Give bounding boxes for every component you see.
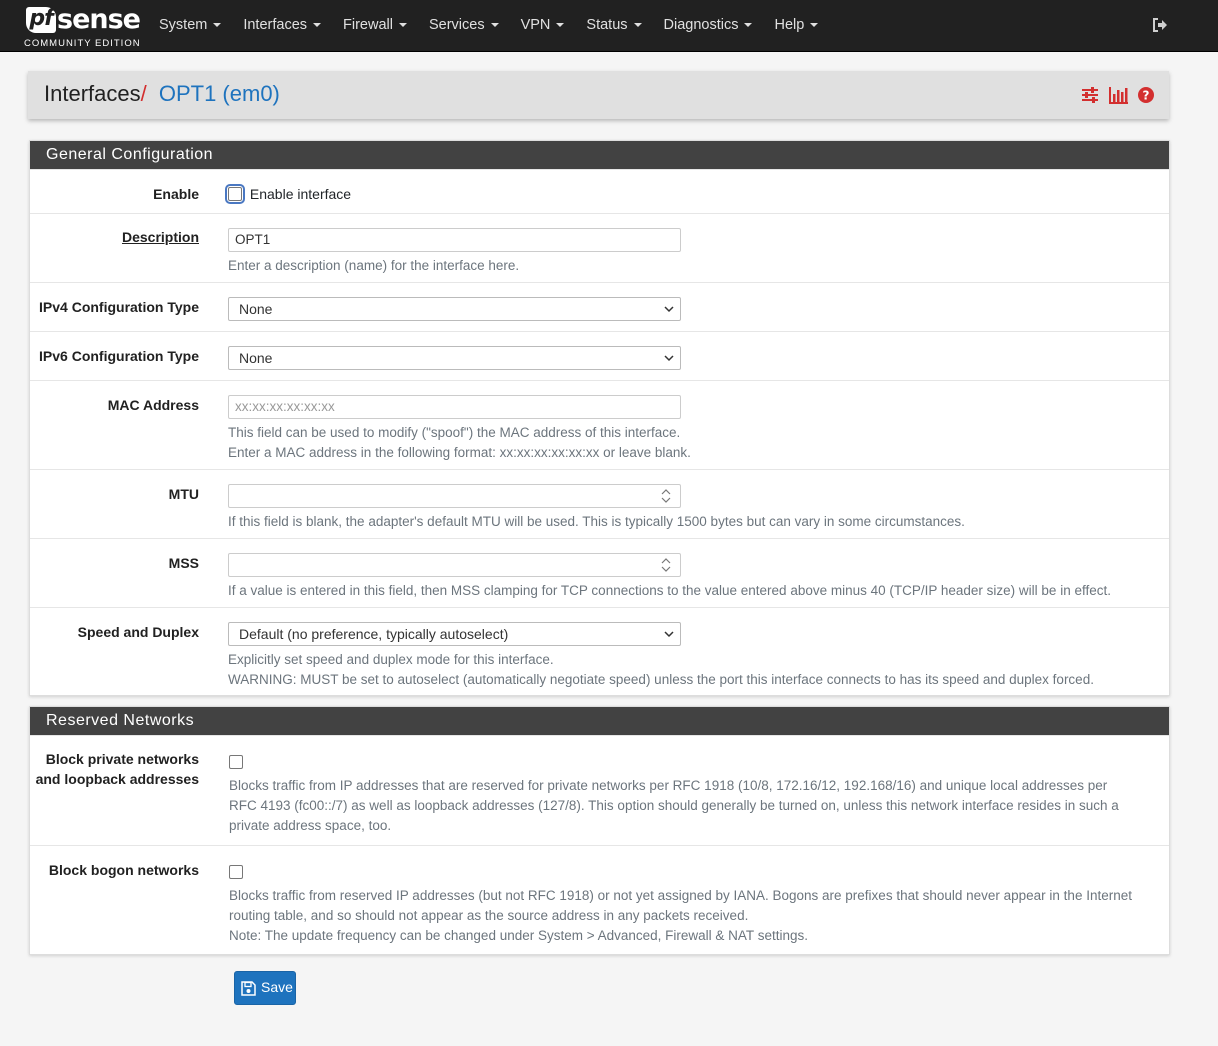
bar-chart-icon[interactable]	[1109, 86, 1127, 104]
block-private-row	[30, 735, 1169, 845]
block-bogon-help-3: Note: The update frequency can be changed under System > Advanced, Firewall & NAT settings.	[229, 928, 808, 943]
enable-label: Enable	[153, 186, 199, 202]
speed-duplex-select[interactable]	[228, 622, 681, 646]
caret-down-icon	[634, 23, 642, 27]
menu-label: VPN	[520, 17, 551, 33]
speed-help-1: Explicitly set speed and duplex mode for this interface.	[228, 652, 554, 667]
ipv6-label: IPv6 Configuration Type	[39, 348, 199, 364]
ipv4-select-value: None	[239, 301, 273, 317]
menu-label: Status	[586, 17, 628, 33]
menu-label: Interfaces	[243, 17, 308, 33]
caret-down-icon	[213, 23, 221, 27]
logo-wordmark: sense	[57, 4, 140, 35]
block-private-help-1: Blocks traffic from IP addresses that are reserved for private networks per RFC 1918 (10/8, 172.16/12, 192.168/16) and unique local addresses per	[229, 778, 1108, 793]
mtu-help: If this field is blank, the adapter's default MTU will be used. This is typically 1500 bytes but can vary in some circumstances.	[228, 514, 965, 529]
speed-label: Speed and Duplex	[77, 624, 199, 640]
reserved-networks-panel	[29, 706, 1170, 955]
breadcrumb-separator: /	[140, 81, 147, 106]
breadcrumb	[44, 81, 280, 107]
general-configuration-panel	[29, 140, 1170, 696]
menu-interfaces[interactable]	[232, 0, 332, 51]
menu-label: Diagnostics	[663, 17, 739, 33]
menu-system[interactable]	[148, 0, 232, 51]
mss-label: MSS	[168, 555, 199, 571]
enable-checkbox[interactable]	[228, 187, 242, 201]
enable-row	[30, 169, 1169, 213]
speed-row	[30, 607, 1169, 696]
mtu-row	[30, 469, 1169, 538]
save-button-label: Save	[261, 979, 293, 995]
chevron-down-icon	[664, 304, 674, 314]
sign-out-icon[interactable]	[1150, 15, 1170, 35]
mac-help-2: Enter a MAC address in the following format: xx:xx:xx:xx:xx:xx or leave blank.	[228, 445, 691, 460]
svg-text:?: ?	[1142, 88, 1150, 103]
mss-help: If a value is entered in this field, then MSS clamping for TCP connections to the value entered above minus 40 (TCP/IP header size) will be in effect.	[228, 583, 1111, 598]
block-bogon-label: Block bogon networks	[48, 862, 199, 878]
chevron-down-icon	[664, 629, 674, 639]
mtu-input[interactable]	[228, 484, 681, 508]
speed-select-value: Default (no preference, typically autoselect)	[239, 626, 509, 642]
mtu-label: MTU	[168, 486, 199, 502]
breadcrumb-current[interactable]: OPT1 (em0)	[158, 81, 280, 106]
caret-down-icon	[556, 23, 564, 27]
caret-down-icon	[810, 23, 818, 27]
mac-label: MAC Address	[107, 397, 199, 413]
mac-help-1: This field can be used to modify ("spoof") the MAC address of this interface.	[228, 425, 681, 440]
pfsense-logo[interactable]	[24, 4, 141, 49]
chevron-down-icon	[664, 353, 674, 363]
block-private-label	[19, 749, 199, 789]
description-label: Description	[121, 229, 199, 245]
description-row	[30, 213, 1169, 282]
menu-label: Services	[428, 17, 485, 33]
ipv6-select-value: None	[239, 350, 273, 366]
panel-heading: Reserved Networks	[30, 707, 1169, 735]
block-bogon-row	[30, 845, 1169, 954]
caret-down-icon	[744, 23, 752, 27]
panel-heading: General Configuration	[30, 141, 1169, 169]
block-bogon-checkbox[interactable]	[229, 865, 243, 879]
mss-row	[30, 538, 1169, 607]
caret-down-icon	[491, 23, 499, 27]
speed-help-2: WARNING: MUST be set to autoselect (automatically negotiate speed) unless the port this interface connects to has its speed and duplex forced.	[228, 672, 1094, 687]
save-button[interactable]	[234, 971, 296, 1005]
block-private-help-3: private address space, too.	[229, 818, 392, 833]
description-input[interactable]: OPT1	[228, 228, 681, 252]
top-navbar	[0, 0, 1218, 52]
menu-diagnostics[interactable]	[653, 0, 764, 51]
block-bogon-help-1: Blocks traffic from reserved IP addresses (but not RFC 1918) or not yet assigned by IANA. Bogons are prefixes that should never appear in the Internet	[229, 888, 1132, 903]
caret-down-icon	[399, 23, 407, 27]
menu-services[interactable]	[418, 0, 510, 51]
sliders-icon[interactable]	[1081, 86, 1099, 104]
main-menu	[148, 0, 829, 51]
ipv4-select[interactable]	[228, 297, 681, 321]
ipv6-row	[30, 331, 1169, 380]
block-private-label-line-2: and loopback addresses	[35, 771, 199, 787]
mss-input[interactable]	[228, 553, 681, 577]
menu-label: Help	[774, 17, 805, 33]
ipv4-row	[30, 282, 1169, 331]
menu-help[interactable]	[763, 0, 829, 51]
mac-row	[30, 380, 1169, 469]
block-private-help-2: RFC 4193 (fc00::/7) as well as loopback addresses (127/8). This option should generally be turned on, unless this network interface resides in such a	[229, 798, 1119, 813]
menu-vpn[interactable]	[510, 0, 576, 51]
menu-firewall[interactable]	[332, 0, 418, 51]
mac-input[interactable]: xx:xx:xx:xx:xx:xx	[228, 395, 681, 419]
description-help: Enter a description (name) for the interface here.	[228, 258, 520, 273]
ipv6-select[interactable]	[228, 346, 681, 370]
block-private-checkbox[interactable]	[229, 755, 243, 769]
breadcrumb-section[interactable]: Interfaces	[44, 81, 141, 106]
menu-status[interactable]	[575, 0, 652, 51]
block-bogon-help-2: routing table, and so should not appear as the source address in any packets received.	[229, 908, 749, 923]
floppy-disk-icon	[241, 981, 256, 996]
caret-down-icon	[313, 23, 321, 27]
logo-edition: COMMUNITY EDITION	[24, 38, 141, 49]
menu-label: System	[159, 17, 208, 33]
question-circle-icon[interactable]	[1137, 86, 1155, 104]
spinner-arrows-icon[interactable]	[660, 488, 672, 504]
breadcrumb-bar	[28, 71, 1169, 119]
spinner-arrows-icon[interactable]	[660, 557, 672, 573]
menu-label: Firewall	[343, 17, 393, 33]
block-private-label-line-1: Block private networks	[45, 751, 199, 767]
logo-pf-mark: pf	[26, 7, 56, 33]
ipv4-label: IPv4 Configuration Type	[39, 299, 199, 315]
enable-checkbox-label[interactable]: Enable interface	[249, 186, 352, 203]
